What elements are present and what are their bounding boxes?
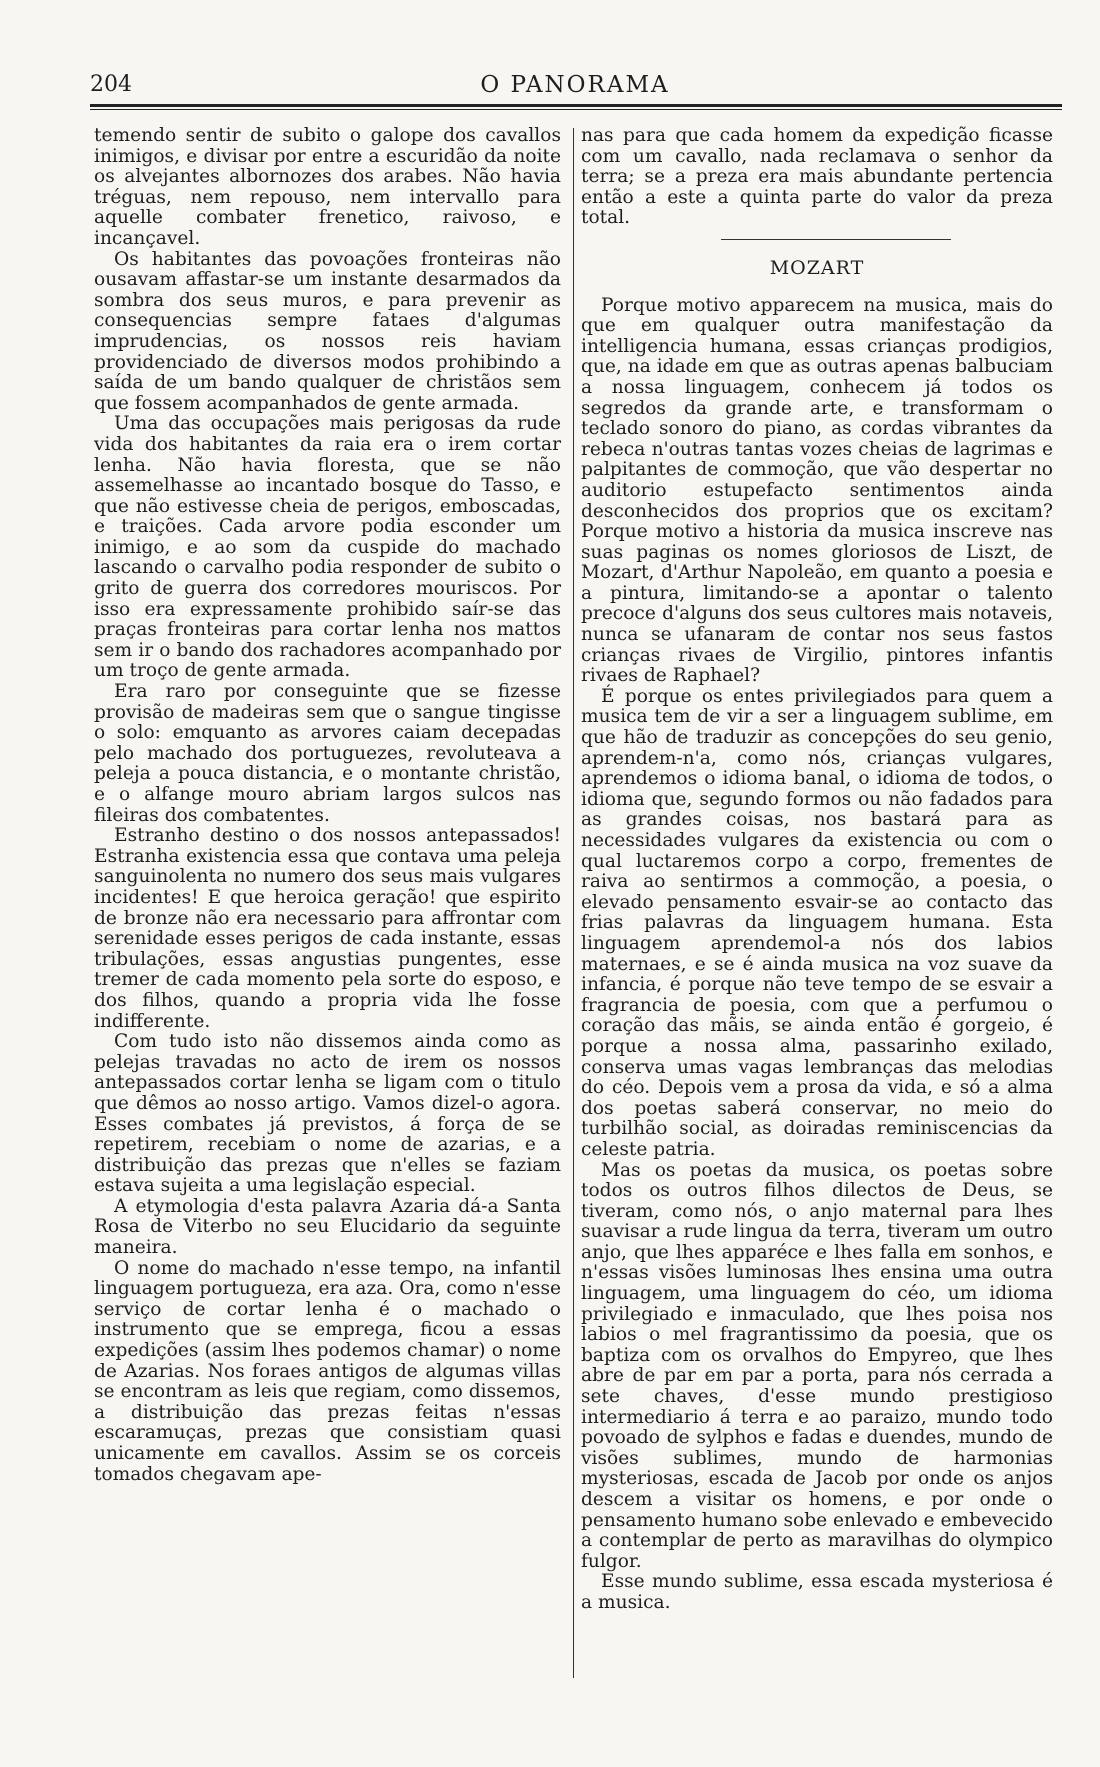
paragraph: Era raro por conseguinte que se fizesse provisão de madeiras sem que o sangue tingisse o solo: emquanto as arvores caiam decepadas pelo machado dos portuguezes, revoluteava a peleja a pouca distancia, e o montante christão, e o alfange mouro abriam largos sulcos nas fileiras dos combatentes. [94, 681, 561, 826]
page-number: 204 [90, 72, 132, 97]
header-rule-thick [90, 104, 1062, 107]
paragraph: A etymologia d'esta palavra Azaria dá-a Santa Rosa de Viterbo no seu Elucidario da seguinte maneira. [94, 1195, 561, 1259]
paragraph: Os habitantes das povoações fronteiras não ousavam affastar-se um instante desarmados da sombra dos seus muros, e para prevenir as consequencias sempre fataes d'algumas imprudencias, os nossos reis haviam providenciado de diversos modos prohibindo a saída de um bando qualquer de christãos sem que fossem acompanhados de gente armada. [94, 248, 561, 414]
paragraph: temendo sentir de subito o galope dos cavallos inimigos, e divisar por entre a escuridão da noite os alvejantes albornozes dos arabes. Não havia tréguas, nem repouso, nem intervallo para aquelle combater frenetico, raivoso, e incançavel. [94, 125, 561, 249]
paragraph: Uma das occupações mais perigosas da rude vida dos habitantes da raia era o irem cortar lenha. Não havia floresta, que se não assemelhasse ao incantado bosque do Tasso, e que não estivesse cheia de perigos, emboscadas, e traições. Cada arvore podia esconder um inimigo, e ao som da cuspide do machado lascando o carvalho podia responder de subito o grito de guerra dos corredores mouriscos. Por isso era expressamente prohibido saír-se das praças fronteiras para cortar lenha nos mattos sem ir o bando dos rachadores acompanhado por um troço de gente armada. [94, 413, 561, 682]
paragraph: Esse mundo sublime, essa escada mysteriosa é a musica. [581, 1571, 1053, 1613]
running-head: O PANORAMA [480, 72, 670, 98]
paragraph: Porque motivo apparecem na musica, mais do que em qualquer outra manifestação da intelligencia humana, essas crianças prodigios, que, na idade em que as outras apenas balbuciam a nossa linguagem, conhecem já todos os segredos da grande arte, e transformam o teclado sonoro do piano, as cordas vibrantes da rebeca n'outras tantas vozes cheias de lagrimas e palpitantes de commoção, que vão despertar no auditorio estupefacto sentimentos ainda desconhecidos dos proprios que os excitam? Porque motivo a historia da musica inscreve nas suas paginas os nomes gloriosos de Liszt, de Mozart, d'Arthur Napoleão, em quanto a poesia e a pintura, limitando-se a apontar o talento precoce d'alguns dos seus cultores mais notaveis, nunca se ufanaram de contar nos seus fastos crianças rivaes de Virgilio, pintores infantis rivaes de Raphael? [581, 294, 1053, 687]
header-rule-thin [90, 109, 1062, 110]
paragraph: É porque os entes privilegiados para quem a musica tem de vir a ser a linguagem sublime, em que hão de traduzir as concepções do seu genio, aprendem-n'a, como nós, crianças vulgares, aprendemos o idioma banal, o idioma de todos, o idioma que, segundo formos ou não fadados para as grandes coisas, nos bastará para as necessidades vulgares da existencia ou com o qual luctaremos corpo a corpo, frementes de raiva ao sentirmos a commoção, a poesia, o elevado pensamento esvair-se ao contacto das frias palavras da linguagem humana. Esta linguagem aprendemol-a nós dos labios maternaes, e se é ainda musica na voz suave da infancia, é porque não teve tempo de se esvair a fragrancia de poesia, com que a perfumou o coração das mãis, se ainda então é gorgeio, é porque a nossa alma, passarinho exilado, conserva umas vagas lembranças das melodias do céo. Depois vem a prosa da vida, e só a alma dos poetas saberá conservar, no meio do turbilhão social, as doiradas reminiscencias da celeste patria. [581, 685, 1053, 1160]
column-divider [573, 128, 574, 1678]
left-column [94, 126, 561, 1485]
right-column [581, 126, 1053, 1614]
paragraph: Mas os poetas da musica, os poetas sobre todos os outros filhos dilectos de Deus, se tiveram, como nós, o anjo maternal para lhes suavisar a rude lingua da terra, tiveram um outro anjo, que lhes apparéce e lhes falla em sonhos, e n'essas visões luminosas lhes ensina uma outra linguagem, uma linguagem do céo, um idioma privilegiado e inmaculado, que lhes poisa nos labios o mel fragrantissimo da poesia, que os baptiza com os orvalhos do Empyreo, que lhes abre de par em par a porta, para nós cerrada a sete chaves, d'esse mundo prestigioso intermediario á terra e ao paraizo, mundo todo povoado de sylphos e fadas e duendes, mundo de visões sublimes, mundo de harmonias mysteriosas, escada de Jacob por onde os anjos descem a visitar os homens, e por onde o pensamento humano sobe enlevado e embevecido a contemplar de perto as maravilhas do olympico fulgor. [581, 1159, 1053, 1572]
paragraph: Estranho destino o dos nossos antepassados! Estranha existencia essa que contava uma peleja sanguinolenta no numero dos seus mais vulgares incidentes! E que heroica geração! que espirito de bronze não era necessario para affrontar com serenidade esses perigos de cada instante, essas tribulações, essas angustias pungentes, esse tremer de cada momento pela sorte do esposo, e dos filhos, quando a propria vida lhe fosse indifferente. [94, 825, 561, 1032]
paragraph: Com tudo isto não dissemos ainda como as pelejas travadas no acto de irem os nossos antepassados cortar lenha se ligam com o titulo que dêmos ao nosso artigo. Vamos dizel-o agora. Esses combates já previstos, á força de se repetirem, recebiam o nome de azarias, e a distribuição das prezas que n'elles se faziam estava sujeita a uma legislação especial. [94, 1031, 561, 1197]
paragraph: nas para que cada homem da expedição ficasse com um cavallo, nada reclamava o senhor da terra; se a preza era mais abundante pertencia então a este a quinta parte do valor da preza total. [581, 125, 1053, 229]
paragraph: O nome do machado n'esse tempo, na infantil linguagem portugueza, era aza. Ora, como n'esse serviço de cortar lenha é o machado o instrumento que se emprega, ficou a essas expedições (assim lhes podemos chamar) o nome de Azarias. Nos foraes antigos de algumas villas se encontram as leis que regiam, como dissemos, a distribuição das prezas feitas n'essas escaramuças, prezas que consistiam quasi unicamente em cavallos. Assim se os corceis tomados chegavam ape- [94, 1257, 561, 1485]
section-separator [721, 239, 951, 240]
page-header [90, 72, 1060, 102]
section-title: MOZART [769, 256, 865, 279]
